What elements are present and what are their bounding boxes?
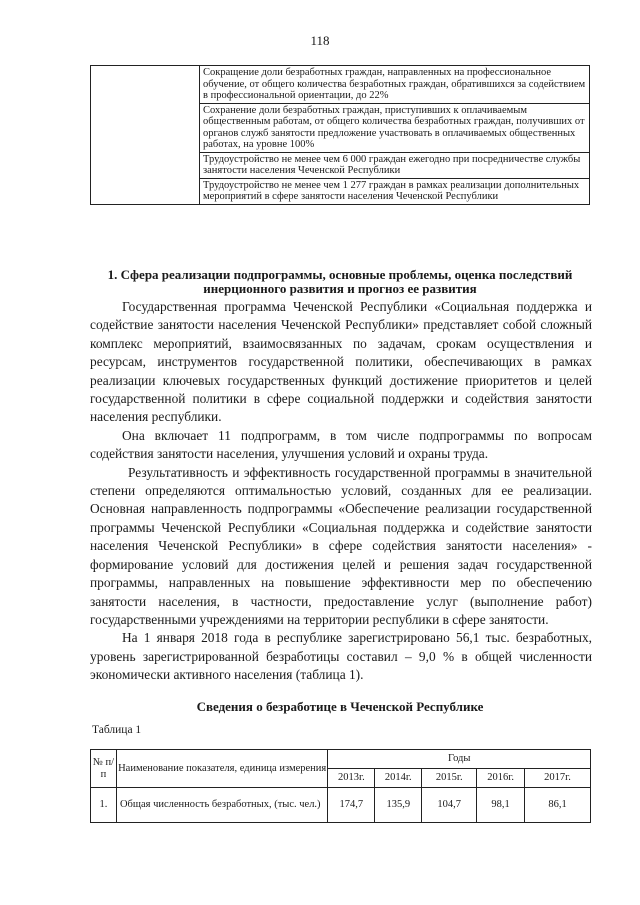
row-value: 135,9 bbox=[375, 788, 422, 823]
year-header: 2013г. bbox=[328, 769, 375, 788]
paragraph: На 1 января 2018 года в республике зарегистрировано 56,1 тыс. безработных, уровень зарегистрированной безработицы составил – 9,0 % в общей численности экономически активного населения (таблица 1). bbox=[90, 630, 592, 683]
paragraph: Государственная программа Чеченской Республики «Социальная поддержка и содействие занятости населения Чеченской Республики» представляет собой сложный комплекс мероприятий, взаимосвязанных по задачам, срокам осуществления и ресурсам, инструментов государственной политики, обеспечивающих в рамках реализации ключевых государственных функций достижение приоритетов и целей государственной политики в сфере социальной поддержки и содействия занятости населения республики. bbox=[90, 299, 592, 425]
row-value: 86,1 bbox=[525, 788, 591, 823]
goals-table bbox=[90, 65, 590, 205]
year-header: 2016г. bbox=[477, 769, 525, 788]
paragraph: Результативность и эффективность государственной программы в значительной степени определяются оптимальностью условий, созданных для ее реализации. Основная направленность подпрограммы «Обеспечение реализации государственной программы Чеченской Республики «Социальная поддержка и содействие занятости населения Чеченской Республики» в сфере содействия занятости населения» - формирование условий для достижения целей и решения задач государственной программы, направленных на повышение эффективности мер по обеспечению занятости населения, в частности, предоставление услуг (выполнение работ) государственными учреждениями на территории республики в сфере занятости. bbox=[90, 464, 592, 627]
row-value: 104,7 bbox=[422, 788, 477, 823]
goals-table-cell: Трудоустройство не менее чем 1 277 граждан в рамках реализации дополнительных мероприятий в сфере занятости населения Чеченской Республики bbox=[200, 178, 590, 204]
row-name: Общая численность безработных, (тыс. чел.) bbox=[116, 788, 327, 823]
page-number: 118 bbox=[310, 33, 330, 48]
row-num: 1. bbox=[91, 788, 117, 823]
years-header: Годы bbox=[328, 750, 591, 769]
table-row bbox=[91, 788, 591, 823]
row-value: 174,7 bbox=[328, 788, 375, 823]
row-value: 98,1 bbox=[477, 788, 525, 823]
table-title: Сведения о безработице в Чеченской Республике bbox=[196, 699, 484, 714]
goals-table-row bbox=[91, 66, 590, 104]
goals-table-empty-cell bbox=[91, 66, 200, 205]
table-caption: Таблица 1 bbox=[92, 724, 142, 736]
col-name-header: Наименование показателя, единица измерения bbox=[116, 750, 327, 788]
year-header: 2015г. bbox=[422, 769, 477, 788]
section-title: 1. Сфера реализации подпрограммы, основные проблемы, оценка последствий инерционного развития и прогноз ее развития bbox=[107, 267, 573, 296]
body-text bbox=[90, 298, 592, 685]
goals-table-cell: Трудоустройство не менее чем 6 000 граждан ежегодно при посредничестве службы занятости населения Чеченской Республики bbox=[200, 152, 590, 178]
goals-table-cell: Сохранение доли безработных граждан, приступивших к оплачиваемым общественным работам, от общего количества безработных граждан, получивших от органов служб занятости предложение участвовать в оплачиваемых общественных работах, на уровне 100% bbox=[200, 103, 590, 152]
goals-table-cell: Сокращение доли безработных граждан, направленных на профессиональное обучение, от общего количества безработных граждан, обратившихся за содействием в профессиональной ориентации, до 22% bbox=[200, 66, 590, 104]
unemployment-table bbox=[90, 749, 591, 823]
year-header: 2014г. bbox=[375, 769, 422, 788]
year-header: 2017г. bbox=[525, 769, 591, 788]
col-num-header: № п/п bbox=[91, 750, 117, 788]
paragraph: Она включает 11 подпрограмм, в том числе подпрограммы по вопросам содействия занятости населения, улучшения условий и охраны труда. bbox=[90, 427, 592, 462]
